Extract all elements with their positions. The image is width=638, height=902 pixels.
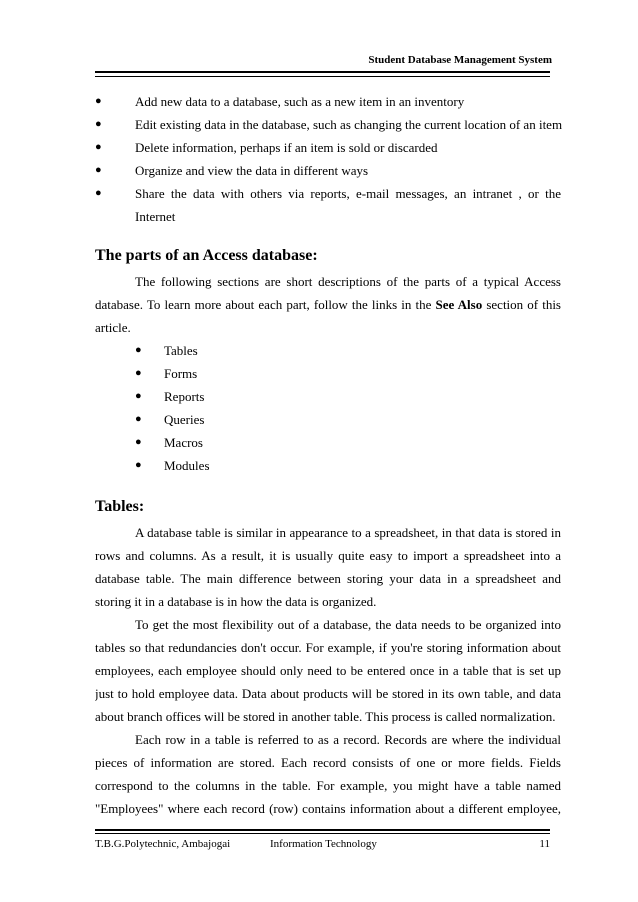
parts-para-line1: The following sections are short descriptions of the parts of a typical Access xyxy=(135,274,561,289)
list-item: ● Edit existing data in the database, such as changing the current location of an item xyxy=(95,116,563,132)
list-item: ● Tables xyxy=(135,342,198,358)
list-item: ● Delete information, perhaps if an item is sold or discarded xyxy=(95,139,438,155)
bullet-icon: ● xyxy=(95,187,102,199)
header-title: Student Database Management System xyxy=(368,54,552,66)
list-item: ● Share the data with others via reports, e-mail messages, an intranet , or the xyxy=(95,185,561,201)
page-number: 11 xyxy=(539,838,550,850)
header-rule-thick xyxy=(95,71,550,73)
bullet-icon: ● xyxy=(135,436,142,448)
bullet-icon: ● xyxy=(135,390,142,402)
list-item: ● Add new data to a database, such as a new item in an inventory xyxy=(95,93,465,109)
parts-bullet-list xyxy=(95,339,561,477)
bullet-icon: ● xyxy=(95,118,102,130)
bullet-icon: ● xyxy=(135,344,142,356)
bullet-icon: ● xyxy=(95,141,102,153)
list-item-continuation: Internet xyxy=(135,209,176,224)
list-item: ● Modules xyxy=(135,457,210,473)
list-item: ● Queries xyxy=(135,411,205,427)
list-item: ● Reports xyxy=(135,388,205,404)
bullet-icon: ● xyxy=(135,413,142,425)
list-item: ● Forms xyxy=(135,365,198,381)
bullet-icon: ● xyxy=(135,367,142,379)
section-heading-tables: Tables: xyxy=(95,498,145,515)
footer-rule-thin xyxy=(95,833,550,834)
list-item: ● Organize and view the data in different ways xyxy=(95,162,369,178)
header-rule-thin xyxy=(95,76,550,77)
section-heading-parts: The parts of an Access database: xyxy=(95,247,318,264)
bullet-icon: ● xyxy=(95,95,102,107)
intro-bullet-list xyxy=(95,90,561,228)
page-content xyxy=(95,90,561,820)
footer-institution: T.B.G.Polytechnic, Ambajogai xyxy=(95,838,231,850)
footer-rule-thick xyxy=(95,829,550,831)
bullet-icon: ● xyxy=(95,164,102,176)
list-item: ● Macros xyxy=(135,434,203,450)
tables-paragraphs: A database table is similar in appearance to a spreadsheet, in that data is stored in rows and columns. As a result, it is usually quite easy to import a spreadsheet into a database table. The main difference between storing your data in a spreadsheet and storing it in a database is in how the data is organized. To get the most flexibility out of a database, the data needs to be organized into tables so that redundancies don't occur. For example, if you're storing information about employees, each employee should only need to be entered once in a table that is set up just to hold employee data. Data about products will be stored in its own table, and data about branch offices will be stored in another table. This process is called normalization. Each row in a table is referred to as a record. Records are where the individual pieces of information are stored. Each record consists of one or more fields. Fields correspond to the columns in the table. For example, you might have a table named "Employees" where each record (row) contains information about a different employee, xyxy=(95,525,561,816)
footer-department: Information Technology xyxy=(270,838,377,850)
parts-paragraph: The following sections are short descriptions of the parts of a typical Access database. To learn more about each part, follow the links in the See Also section of this article. xyxy=(95,274,561,335)
see-also-link-text: See Also xyxy=(435,297,483,312)
bullet-icon: ● xyxy=(135,459,142,471)
